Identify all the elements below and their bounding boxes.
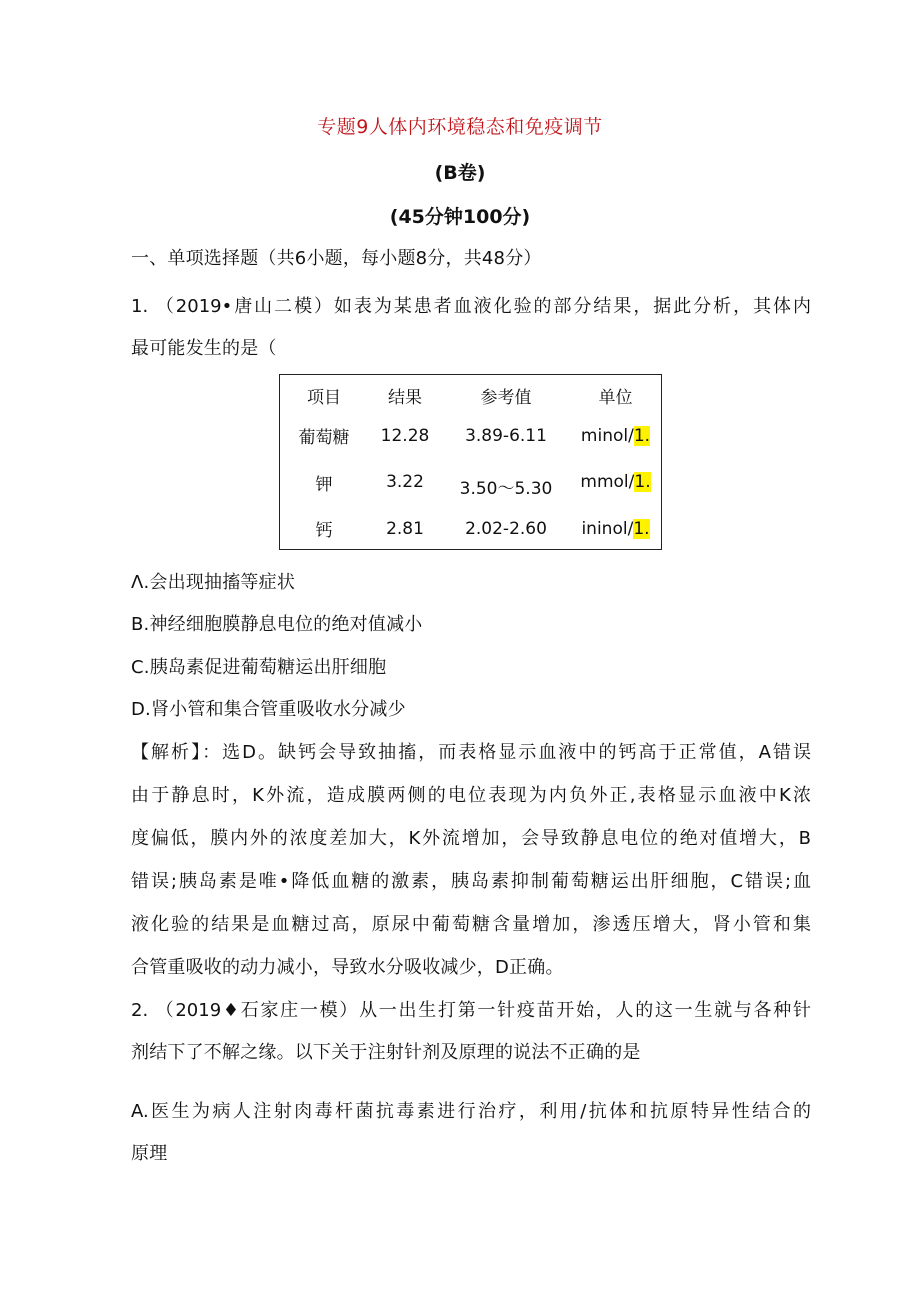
table-header-row bbox=[280, 375, 662, 416]
table-cell-result: 2.81 bbox=[386, 518, 424, 539]
table-cell-unit bbox=[570, 509, 662, 550]
q2-option-a-cont: 原理 bbox=[131, 1143, 168, 1164]
table-row bbox=[280, 415, 662, 455]
table-header-cell: 结果 bbox=[388, 387, 422, 408]
q2-stem-line: 2. （2019♦石家庄一模）从一出生打第一针疫苗开始，人的这一生就与各种针 bbox=[131, 1000, 811, 1021]
table-header-cell: 项目 bbox=[307, 387, 341, 408]
q1-option-a: Λ.会出现抽搐等症状 bbox=[131, 572, 296, 593]
table-cell-item: 葡萄糖 bbox=[298, 428, 350, 448]
doc-time-score: (45分钟100分) bbox=[389, 206, 531, 228]
analysis-line: 度偏低，膜内外的浓度差加大，K外流增加，会导致静息电位的绝对值增大，B bbox=[131, 828, 811, 849]
table-cell-result: 12.28 bbox=[380, 425, 430, 446]
table-cell-item: 钾 bbox=[315, 474, 333, 495]
table-header-cell: 参考值 bbox=[480, 387, 532, 408]
lab-results-table bbox=[279, 374, 662, 550]
q1-option-c: C.胰岛素促进葡萄糖运出肝细胞 bbox=[131, 657, 387, 678]
unit-highlight: 1. bbox=[634, 472, 651, 493]
analysis-line: 错误;胰岛素是唯•降低血糖的激素，胰岛素抑制葡萄糖运出肝细胞，C错误;血 bbox=[131, 871, 811, 892]
table-header-cell: 单位 bbox=[598, 387, 633, 408]
unit-highlight: 1. bbox=[633, 518, 650, 539]
unit-text: minol/ bbox=[580, 425, 634, 446]
q1-stem-line: 最可能发生的是（ bbox=[131, 338, 277, 359]
q1-stem-line: 1. （2019•唐山二模）如表为某患者血液化验的部分结果，据此分析，其体内 bbox=[131, 296, 811, 317]
q1-option-b: B.神经细胞膜静息电位的绝对值减小 bbox=[131, 614, 423, 635]
table-cell-unit bbox=[570, 415, 662, 455]
table-cell-ref: 3.50～5.30 bbox=[459, 478, 553, 499]
analysis-line: 合管重吸收的动力减小，导致水分吸收减少，D正确。 bbox=[131, 957, 564, 978]
doc-volume: (B卷) bbox=[434, 162, 486, 184]
section-heading: 一、单项选择题（共6小题，每小题8分，共48分） bbox=[131, 248, 542, 269]
table-cell-unit bbox=[570, 456, 662, 509]
doc-title: 专题9人体内环境稳态和免疫调节 bbox=[317, 116, 603, 138]
table-cell-result: 3.22 bbox=[386, 472, 424, 493]
unit-highlight: 1. bbox=[633, 425, 651, 446]
table-cell-item: 钙 bbox=[315, 521, 333, 542]
unit-text: ininol/ bbox=[581, 518, 634, 539]
q2-stem-line: 剂结下了不解之缘。以下关于注射针剂及原理的说法不正确的是 bbox=[131, 1042, 641, 1063]
table-cell-ref: 3.89-6.11 bbox=[465, 425, 547, 446]
q1-option-d: D.肾小管和集合管重吸收水分减少 bbox=[131, 699, 406, 720]
table-cell-ref: 2.02-2.60 bbox=[465, 518, 547, 539]
analysis-line: 由于静息时，K外流，造成膜两侧的电位表现为内负外正,表格显示血液中K浓 bbox=[131, 785, 811, 806]
analysis-line: 【解析】：选D。缺钙会导致抽搐，而表格显示血液中的钙高于正常值，A错误 bbox=[131, 742, 811, 763]
analysis-line: 液化验的结果是血糖过高，原尿中葡萄糖含量增加，渗透压增大，肾小管和集 bbox=[131, 914, 811, 935]
table-row bbox=[280, 456, 662, 509]
q2-option-a: A.医生为病人注射肉毒杆菌抗毒素进行治疗，利用/抗体和抗原特异性结合的 bbox=[131, 1101, 811, 1122]
unit-text: mmol/ bbox=[580, 472, 635, 493]
table-row bbox=[280, 509, 662, 550]
